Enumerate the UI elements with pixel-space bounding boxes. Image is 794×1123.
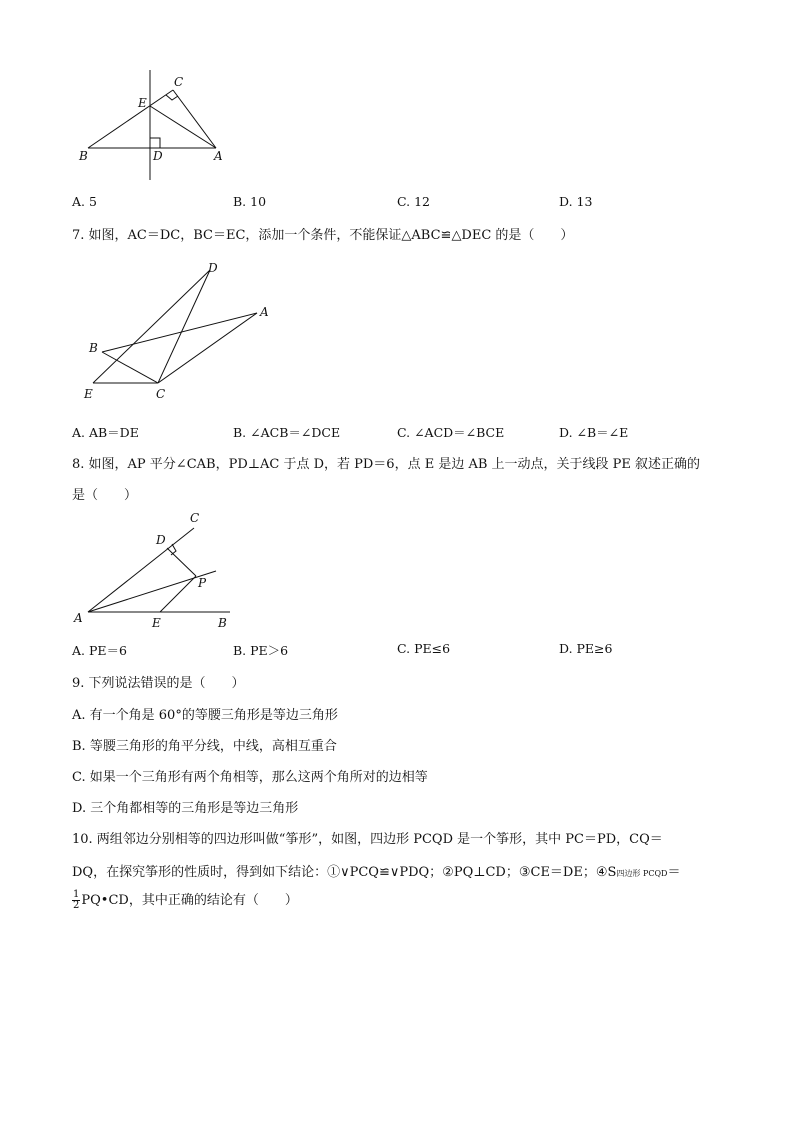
q8-label-c: C	[190, 511, 200, 525]
q10-fraction	[72, 890, 80, 911]
q7-label-c: C	[156, 387, 166, 401]
q8-ray-ac	[88, 528, 194, 612]
q9-option-c: C. 如果一个三角形有两个角相等，那么这两个角所对的边相等	[72, 770, 428, 785]
q7-label-b: B	[89, 341, 98, 355]
q8-label-b: B	[218, 616, 227, 630]
q8-stem-line1: 8. 如图，AP 平分∠CAB，PD⊥AC 于点 D，若 PD＝6，点 E 是边 AB 上一动点，关于线段 PE 叙述正确的	[72, 457, 701, 472]
q6-option-d: D. 13	[559, 194, 593, 209]
q8-segment-pe	[160, 576, 196, 612]
q8-option-a: A. PE＝6	[72, 643, 127, 658]
q7-option-b: B. ∠ACB＝∠DCE	[233, 425, 341, 440]
q10-line2-main: DQ，在探究筝形的性质时，得到如下结论：①∨PCQ≌∨PDQ；②PQ⊥CD；③CE＝DE；④S	[72, 865, 617, 880]
q7-option-a: A. AB＝DE	[72, 425, 139, 440]
q6-segment-ca	[173, 90, 216, 148]
q9-stem: 9. 下列说法错误的是（ ）	[72, 676, 245, 691]
q8-option-c: C. PE≤6	[397, 641, 451, 656]
q8-figure	[70, 508, 245, 633]
q7-segment-bc	[102, 352, 158, 383]
q9-option-d: D. 三个角都相等的三角形是等边三角形	[72, 801, 299, 816]
q7-stem: 7. 如图，AC＝DC，BC＝EC，添加一个条件，不能保证△ABC≌△DEC 的是（ ）	[72, 228, 574, 243]
q9-option-a: A. 有一个角是 60°的等腰三角形是等边三角形	[72, 708, 338, 723]
q8-label-d: D	[156, 533, 166, 547]
q10-line2	[72, 861, 680, 880]
q7-label-d: D	[208, 261, 218, 275]
q6-label-c: C	[174, 75, 184, 89]
q8-label-a: A	[74, 611, 83, 625]
q8-option-b: B. PE＞6	[233, 643, 289, 658]
q10-line3	[72, 889, 298, 911]
q10-fraction-numerator: 1	[73, 889, 80, 900]
q10-fraction-denominator: 2	[73, 900, 80, 911]
q6-figure	[70, 64, 240, 184]
q7-option-c: C. ∠ACD＝∠BCE	[397, 425, 505, 440]
q6-label-d: D	[153, 149, 163, 163]
q10-line2-end: ＝	[667, 865, 681, 880]
q7-option-d: D. ∠B＝∠E	[559, 425, 629, 440]
q7-label-e: E	[84, 387, 93, 401]
q6-label-b: B	[79, 149, 88, 163]
q10-area-subscript: 四边形 PCQD	[616, 869, 668, 878]
q6-right-angle-c	[166, 95, 178, 100]
q8-label-e: E	[152, 616, 161, 630]
q8-stem-line2: 是（ ）	[72, 488, 138, 503]
q10-line3-text: PQ•CD，其中正确的结论有（ ）	[81, 893, 298, 908]
q9-option-b: B. 等腰三角形的角平分线，中线，高相互重合	[72, 739, 337, 754]
q7-figure	[80, 258, 280, 403]
q8-ray-ap	[88, 571, 216, 612]
q10-line1: 10. 两组邻边分别相等的四边形叫做“筝形”，如图，四边形 PCQD 是一个筝形，其中 PC＝PD，CQ＝	[72, 832, 663, 847]
q6-option-a: A. 5	[72, 194, 97, 209]
q7-segment-ed	[93, 270, 210, 383]
q7-segment-ba	[102, 313, 257, 352]
q6-label-e: E	[138, 96, 147, 110]
q6-right-angle-d	[150, 138, 160, 148]
q8-label-p: P	[198, 576, 207, 590]
q6-option-c: C. 12	[397, 194, 430, 209]
q7-label-a: A	[260, 305, 269, 319]
q6-option-b: B. 10	[233, 194, 267, 209]
q8-option-d: D. PE≥6	[559, 641, 613, 656]
q6-label-a: A	[214, 149, 223, 163]
q7-segment-ac	[158, 313, 257, 383]
q8-segment-dp	[167, 548, 196, 576]
